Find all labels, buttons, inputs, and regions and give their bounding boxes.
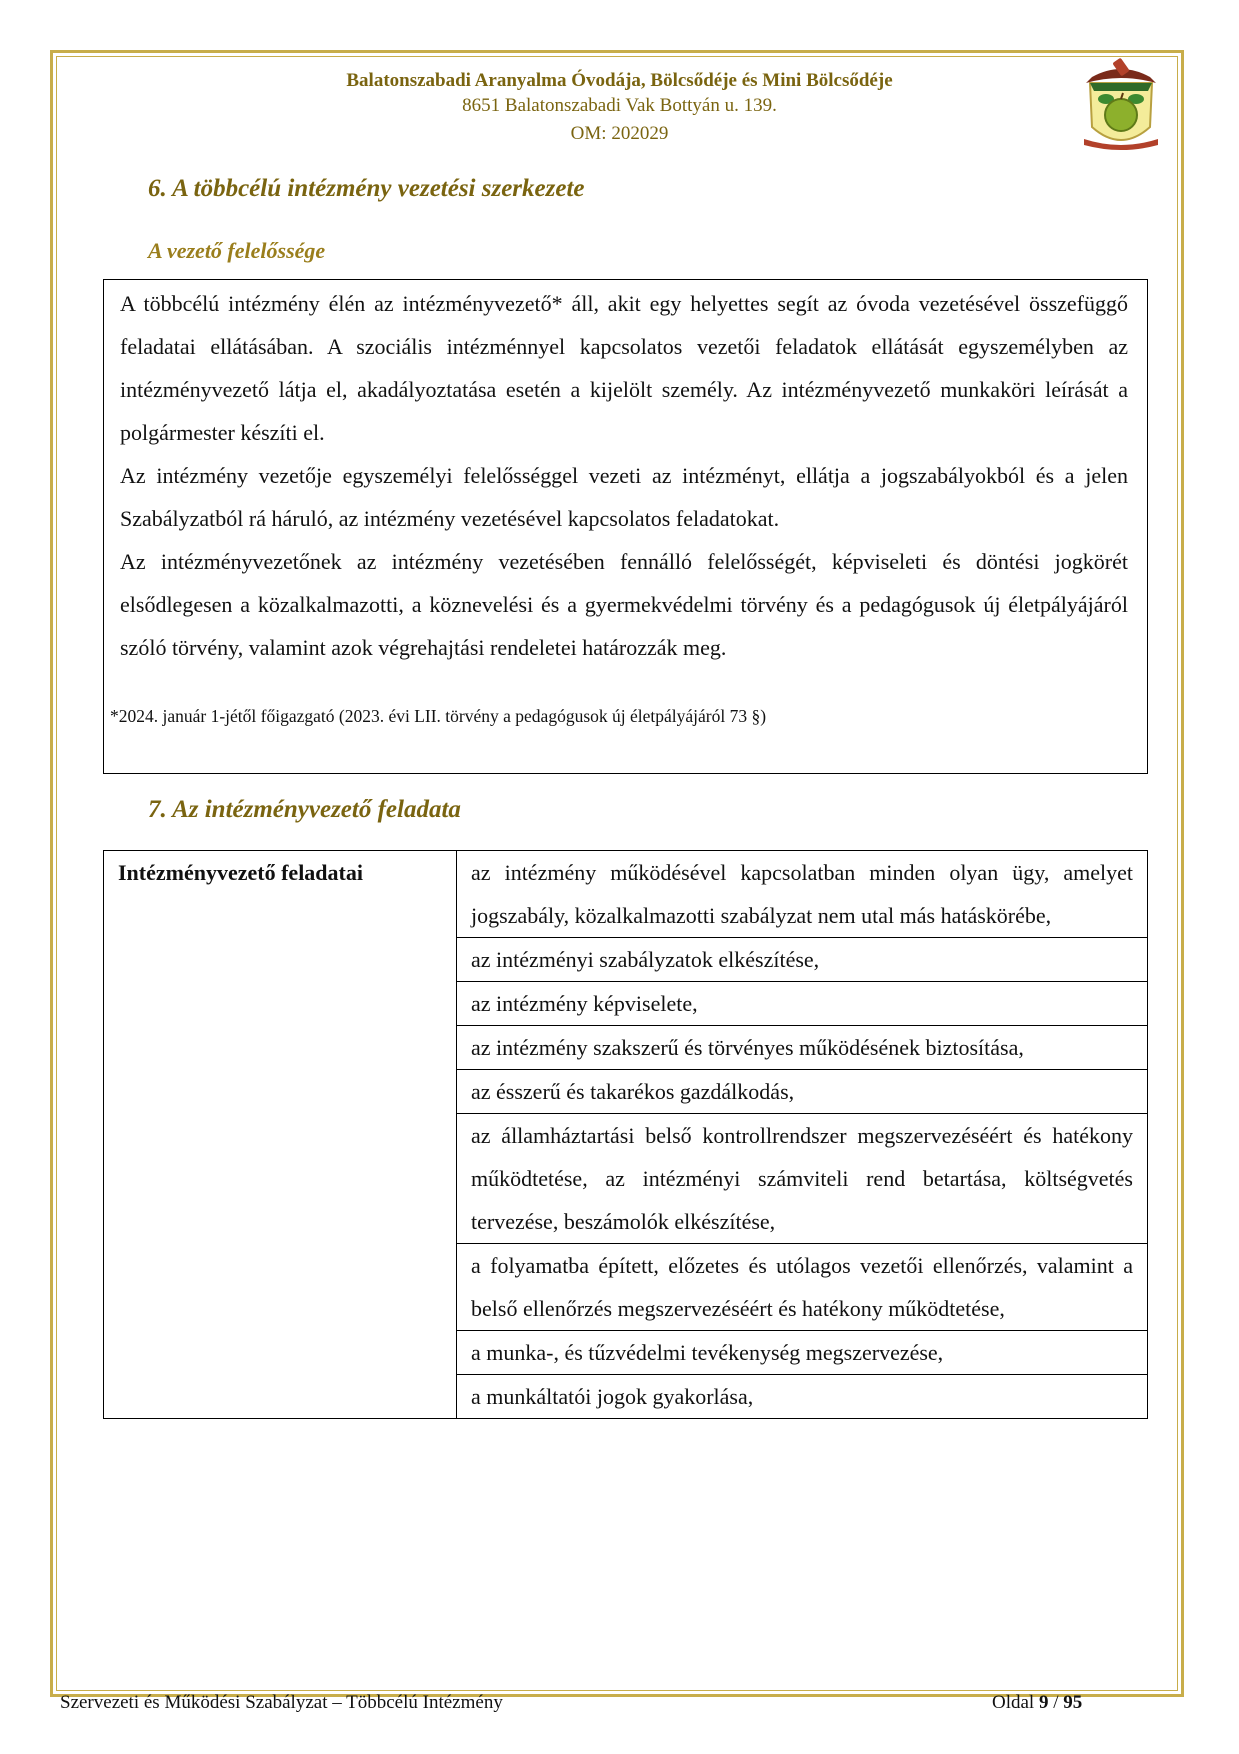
institution-name: Balatonszabadi Aranyalma Óvodája, Bölcsődéje és Mini Bölcsődéje <box>346 70 893 91</box>
tasks-table <box>103 850 1148 1419</box>
paragraph: Az intézmény vezetője egyszemélyi felelősséggel vezeti az intézményt, ellátja a jogszabályokból és a jelen Szabályzatból rá háruló, az intézmény vezetésével kapcsolatos feladatokat. <box>120 463 1128 531</box>
task-cell: az intézményi szabályzatok elkészítése, <box>457 938 1148 982</box>
task-cell: a folyamatba épített, előzetes és utólagos vezetői ellenőrzés, valamint a belső ellenőrzés megszervezéséért és hatékony működtetése, <box>457 1244 1148 1331</box>
section7-title: 7. Az intézményvezető feladata <box>148 796 461 823</box>
footnote: *2024. január 1-jétől főigazgató (2023. évi LII. törvény a pedagógusok új életpályájáról 73 §) <box>110 706 767 726</box>
table-row <box>104 851 1148 938</box>
section6-subtitle: A vezető felelőssége <box>148 238 326 263</box>
page-number <box>992 1692 1082 1714</box>
institution-om: OM: 202029 <box>570 123 669 144</box>
task-cell: a munka-, és tűzvédelmi tevékenység megszervezése, <box>457 1331 1148 1375</box>
task-cell: az intézmény képviselete, <box>457 982 1148 1026</box>
page-label: Oldal <box>992 1692 1035 1713</box>
section6-title: 6. A többcélú intézmény vezetési szerkezete <box>148 175 585 202</box>
apple-crest-logo <box>1078 57 1164 153</box>
task-cell: az államháztartási belső kontrollrendszer megszervezéséért és hatékony működtetése, az intézményi számviteli rend betartása, költségvetés tervezése, beszámolók elkészítése, <box>457 1114 1148 1244</box>
task-cell: az intézmény szakszerű és törvényes működésének biztosítása, <box>457 1026 1148 1070</box>
tasks-label: Intézményvezető feladatai <box>104 851 457 1419</box>
page-separator: / <box>1053 1692 1059 1713</box>
page-total: 95 <box>1063 1692 1083 1713</box>
institution-address: 8651 Balatonszabadi Vak Bottyán u. 139. <box>462 95 777 116</box>
task-cell: az ésszerű és takarékos gazdálkodás, <box>457 1070 1148 1114</box>
page-current: 9 <box>1038 1692 1049 1713</box>
footer-document-title: Szervezeti és Működési Szabályzat – Többcélú Intézmény <box>60 1692 503 1713</box>
paragraph: Az intézményvezetőnek az intézmény vezetésében fennálló felelősségét, képviseleti és döntési jogkörét elsődlegesen a közalkalmazotti, a köznevelési és a gyermekvédelmi törvény és a pedagógusok új életpályájáról szóló törvény, valamint azok végrehajtási rendeletei határozzák meg. <box>120 549 1128 660</box>
paragraph: A többcélú intézmény élén az intézményvezető* áll, akit egy helyettes segít az óvoda vezetésével összefüggő feladatai ellátásában. A szociális intézménnyel kapcsolatos vezetői feladatok ellátását egyszemélyben az intézményvezető látja el, akadályoztatása esetén a kijelölt személy. Az intézményvezető munkaköri leírását a polgármester készíti el. <box>120 291 1128 445</box>
leader-responsibility-box <box>103 279 1148 774</box>
task-cell: az intézmény működésével kapcsolatban minden olyan ügy, amelyet jogszabály, közalkalmazotti szabályzat nem utal más hatáskörébe, <box>457 851 1148 938</box>
task-cell: a munkáltatói jogok gyakorlása, <box>457 1375 1148 1419</box>
